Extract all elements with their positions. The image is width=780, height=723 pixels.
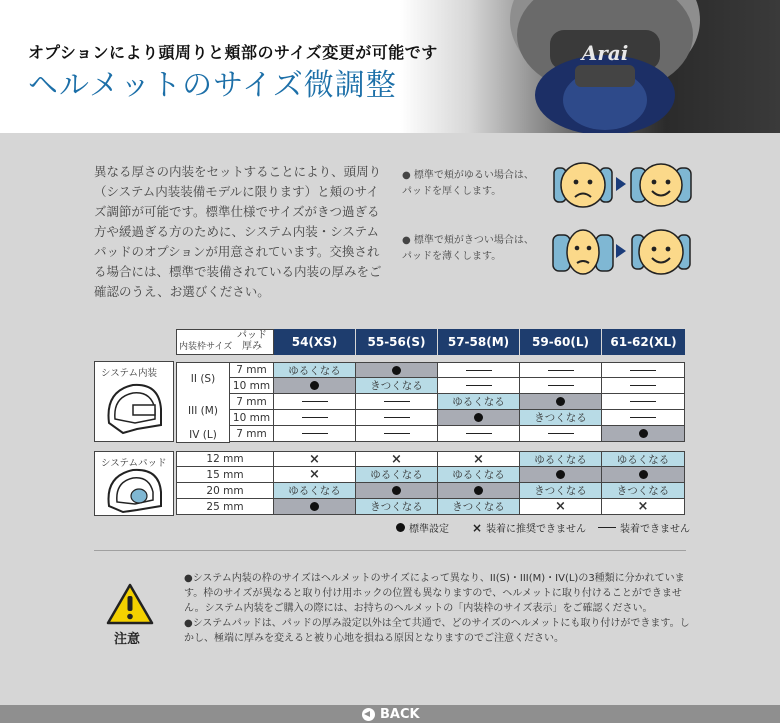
dot-icon (556, 470, 565, 479)
table-cell: × (274, 467, 356, 483)
table-cell: × (602, 499, 685, 515)
thickness-cell: 7 mm (230, 426, 274, 442)
note-tight-line2: パッドを薄くします。 (402, 251, 502, 262)
dash-icon (630, 370, 656, 371)
dash-icon (548, 433, 574, 434)
thickness-cell: 15 mm (176, 467, 274, 483)
table-cell (274, 378, 356, 394)
intro-text: 異なる厚さの内装をセットすることにより、頭周り（システム内装装備モデルに限ります）と頬のサイズ調節が可能です。標準仕様でサイズがきつ過ぎる方や緩過ぎる方のために、システム内装・システムパッドのオプションが用意されています。交換される場合には、標準で装備されている内装の厚みをご確認のうえ、お選びください。 (94, 164, 382, 299)
thickness-cell: 10 mm (230, 378, 274, 394)
table-cell: × (356, 451, 438, 467)
dot-icon (639, 470, 648, 479)
thickness-cell: 7 mm (230, 394, 274, 410)
dot-icon (474, 486, 483, 495)
dash-icon (384, 433, 410, 434)
frame-size-header: 内装枠サイズ (179, 342, 233, 352)
table-cell: きつくなる (356, 378, 438, 394)
helmet-liner-icon (103, 379, 165, 437)
table-cell: × (520, 499, 602, 515)
table-cell: ゆるくなる (520, 451, 602, 467)
table-cell: ゆるくなる (602, 451, 685, 467)
note-loose (402, 168, 547, 200)
dash-icon (302, 401, 328, 402)
legend-not-recommended (472, 520, 586, 535)
table-corner-header (176, 329, 274, 355)
table-cell (520, 378, 602, 394)
table-cell (356, 362, 438, 378)
thickness-cell: 7 mm (230, 362, 274, 378)
note-tight (402, 233, 547, 265)
arrow-right-icon (616, 177, 626, 191)
table-cell: ゆるくなる (356, 467, 438, 483)
table-cell (438, 426, 520, 442)
table-cell (356, 410, 438, 426)
dash-icon (466, 433, 492, 434)
table-cell (602, 362, 685, 378)
table-cell: ゆるくなる (274, 483, 356, 499)
pad-header-line2: 厚み (242, 341, 262, 352)
table-cell (438, 410, 520, 426)
table-cell (438, 483, 520, 499)
table-cell (520, 467, 602, 483)
dash-icon (598, 527, 616, 528)
table-cell (356, 426, 438, 442)
happy-face-icon (630, 154, 692, 216)
table-cell (356, 483, 438, 499)
arai-logo: Arai (581, 41, 629, 65)
size-header-xs: 54(XS) (274, 329, 356, 355)
dot-icon (474, 413, 483, 422)
frame-iii: III (M) (176, 395, 230, 428)
back-label: BACK (380, 707, 420, 722)
frame-iv: IV (L) (176, 427, 230, 443)
legend-cannot-fit (598, 520, 690, 535)
system-liner-label-box (94, 361, 174, 442)
dash-icon (630, 385, 656, 386)
table-cell (274, 499, 356, 515)
pad-header-line1: パッド (237, 330, 267, 341)
back-button[interactable] (362, 707, 420, 722)
dash-icon (630, 417, 656, 418)
warning-icon (106, 582, 154, 626)
caution-label: 注意 (114, 632, 141, 647)
cross-icon: × (472, 520, 483, 535)
note-loose-line2: パッドを厚くします。 (402, 186, 502, 197)
table-cell: きつくなる (356, 499, 438, 515)
table-cell: きつくなる (602, 483, 685, 499)
sad-face-icon (552, 154, 614, 216)
dash-icon (548, 385, 574, 386)
table-cell (438, 362, 520, 378)
table-cell: × (274, 451, 356, 467)
arrow-right-icon (616, 244, 626, 258)
dash-icon (302, 417, 328, 418)
legend-standard-label: 標準設定 (409, 524, 449, 535)
note-tight-line1: ● 標準で頬がきつい場合は、 (402, 235, 534, 246)
table-cell: × (438, 451, 520, 467)
dot-icon (556, 397, 565, 406)
size-header-xl: 61-62(XL) (602, 329, 685, 355)
thickness-cell: 25 mm (176, 499, 274, 515)
dot-icon (310, 502, 319, 511)
table-cell (438, 378, 520, 394)
caution-note-2: ●システムパッドは、パッドの厚み設定以外は全て共通で、どのサイズのヘルメットにも取り付けができます。しかし、極端に厚みを変えると被り心地を損ねる原因となりますのでご注意ください。 (184, 618, 690, 644)
table-cell (602, 467, 685, 483)
dash-icon (466, 385, 492, 386)
thickness-cell: 12 mm (176, 451, 274, 467)
header-banner (0, 0, 780, 133)
squeezed-face-icon (552, 221, 614, 283)
table-cell: きつくなる (520, 410, 602, 426)
table-cell (356, 394, 438, 410)
pad-thickness-header (237, 330, 267, 352)
thickness-cell: 10 mm (230, 410, 274, 426)
page-subtitle: オプションにより頭周りと頬部のサイズ変更が可能です (28, 43, 438, 62)
system-liner-label: システム内装 (101, 368, 158, 379)
table-cell (520, 394, 602, 410)
dash-icon (630, 401, 656, 402)
table-cell: きつくなる (520, 483, 602, 499)
helmet-photo (500, 0, 710, 133)
dot-icon (392, 486, 401, 495)
size-header-s: 55-56(S) (356, 329, 438, 355)
dash-icon (302, 433, 328, 434)
legend-cannot-fit-label: 装着できません (620, 524, 690, 535)
system-pad-label: システムパッド (101, 458, 167, 469)
happy-face-icon (630, 221, 692, 283)
table-cell (602, 410, 685, 426)
size-header-m: 57-58(M) (438, 329, 520, 355)
table-cell: ゆるくなる (438, 394, 520, 410)
table-cell (602, 394, 685, 410)
note-loose-line1: ● 標準で頬がゆるい場合は、 (402, 170, 534, 181)
dash-icon (466, 370, 492, 371)
dot-icon (396, 523, 405, 532)
table-cell (274, 394, 356, 410)
table-cell: ゆるくなる (438, 467, 520, 483)
page-title: ヘルメットのサイズ微調整 (28, 68, 397, 103)
divider (94, 550, 686, 551)
dash-icon (548, 370, 574, 371)
size-header-l: 59-60(L) (520, 329, 602, 355)
caution-notes (184, 571, 694, 646)
caution-note-1: ●システム内装の枠のサイズはヘルメットのサイズによって異なり、II(S)・III(M)・IV(L)の3種類に分かれています。枠のサイズが異なると取り付け用ホックの位置も異なりますので、ヘルメットに取り付けることができません。システム内装をご購入の際には、お持ちのヘルメットの「内装枠のサイズ表示」をご確認ください。 (184, 573, 685, 614)
table-cell (520, 426, 602, 442)
table-cell (274, 426, 356, 442)
table-cell (274, 410, 356, 426)
helmet-pad-icon (103, 466, 165, 514)
dot-icon (639, 429, 648, 438)
thickness-cell: 20 mm (176, 483, 274, 499)
table-cell (602, 378, 685, 394)
legend-not-recommended-label: 装着に推奨できません (486, 524, 587, 535)
frame-ii: II (S) (176, 362, 230, 396)
table-cell: きつくなる (438, 499, 520, 515)
dot-icon (310, 381, 319, 390)
table-cell (602, 426, 685, 442)
table-cell: ゆるくなる (274, 362, 356, 378)
system-pad-label-box (94, 451, 174, 516)
back-arrow-icon (362, 708, 375, 721)
dash-icon (384, 401, 410, 402)
table-cell (520, 362, 602, 378)
dot-icon (392, 366, 401, 375)
legend-standard (396, 520, 449, 535)
dash-icon (384, 417, 410, 418)
